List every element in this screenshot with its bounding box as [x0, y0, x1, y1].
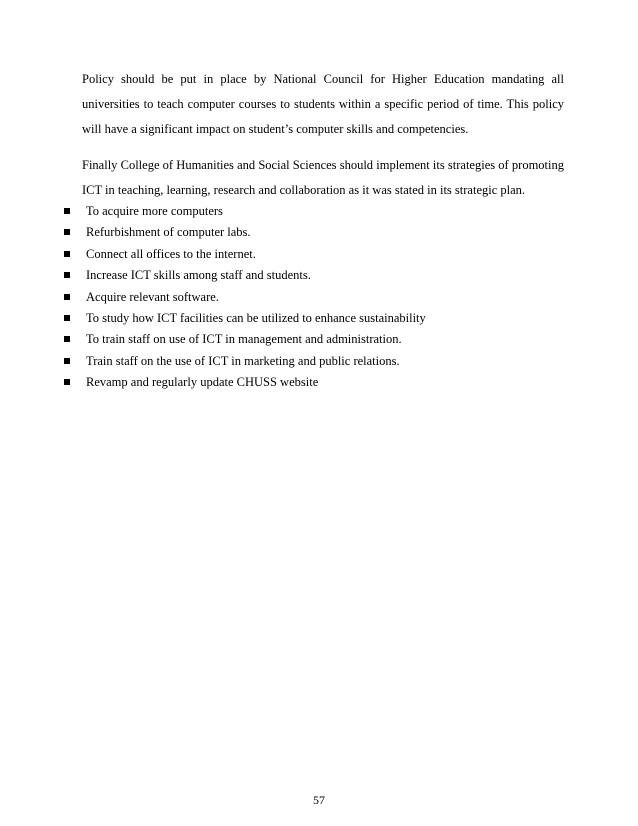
list-item: [64, 201, 426, 222]
square-bullet-icon: [64, 358, 70, 364]
list-item-text: Refurbishment of computer labs.: [86, 225, 251, 240]
list-item: [64, 372, 426, 393]
square-bullet-icon: [64, 336, 70, 342]
list-item: [64, 222, 426, 243]
list-item: [64, 329, 426, 350]
list-item: [64, 265, 426, 286]
list-item-text: Acquire relevant software.: [86, 289, 219, 304]
list-item-text: To study how ICT facilities can be utilized to enhance sustainability: [86, 310, 426, 325]
strategy-paragraph: Finally College of Humanities and Social Sciences should implement its strategies of promoting ICT in teaching, learning, research and collaboration as it was stated in its strategic plan.: [82, 158, 564, 197]
list-item: [64, 351, 426, 372]
list-item: [64, 287, 426, 308]
square-bullet-icon: [64, 315, 70, 321]
recommendation-list: [64, 201, 426, 394]
list-item: [64, 244, 426, 265]
square-bullet-icon: [64, 229, 70, 235]
square-bullet-icon: [64, 251, 70, 257]
list-item-text: Train staff on the use of ICT in marketing and public relations.: [86, 353, 400, 368]
list-item-text: Revamp and regularly update CHUSS website: [86, 375, 319, 390]
list-item-text: To train staff on use of ICT in management and administration.: [86, 332, 402, 347]
page-number: 57: [313, 793, 325, 807]
policy-paragraph: Policy should be put in place by National Council for Higher Education mandating all universities to teach computer courses to students within a specific period of time. This policy will have a significant impact on student’s computer skills and competencies.: [82, 72, 564, 136]
list-item-text: Increase ICT skills among staff and students.: [86, 268, 311, 283]
list-item: [64, 308, 426, 329]
square-bullet-icon: [64, 294, 70, 300]
list-item-text: Connect all offices to the internet.: [86, 246, 256, 261]
square-bullet-icon: [64, 272, 70, 278]
square-bullet-icon: [64, 208, 70, 214]
list-item-text: To acquire more computers: [86, 204, 223, 218]
square-bullet-icon: [64, 379, 70, 385]
